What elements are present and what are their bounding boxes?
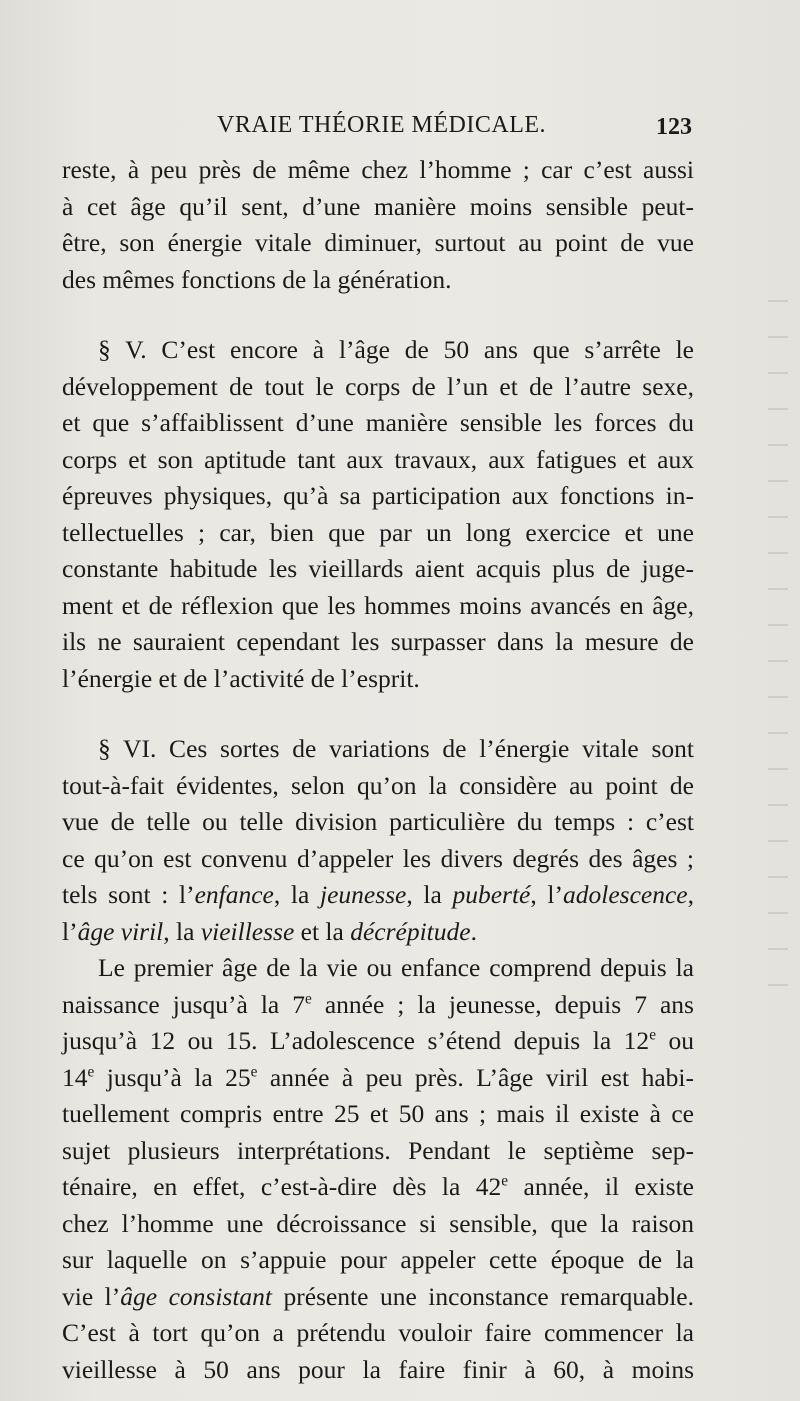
text-line: tout-à-fait évidentes, selon qu’on la considère au point de xyxy=(62,770,694,800)
text-line xyxy=(62,1060,694,1097)
term-age-consistant: âge consistant xyxy=(120,1281,272,1311)
text-line xyxy=(62,914,694,951)
text-line: l’énergie et de l’activité de l’esprit. xyxy=(62,663,420,693)
text-line xyxy=(62,1279,694,1316)
text-line: tellectuelles ; car, bien que par un long exercice et une xyxy=(62,517,694,547)
section-v-heading-line: § V. C’est encore à l’âge de 50 ans que s’arrête le xyxy=(98,335,694,364)
text-line: constante habitude les vieillards aient acquis plus de juge- xyxy=(62,554,694,583)
text-run: , xyxy=(687,880,694,909)
text-run: , la xyxy=(273,880,320,909)
text-line xyxy=(62,877,694,914)
text-line: des mêmes fonctions de la génération. xyxy=(62,264,452,294)
term-age-viril: âge viril xyxy=(77,916,164,946)
text-run: tels sont : l’ xyxy=(62,880,195,909)
text-line: épreuves physiques, qu’à sa participation aux fonctions in- xyxy=(62,481,694,510)
ordinal-suffix: e xyxy=(649,1026,656,1044)
text-run: . xyxy=(470,916,477,946)
text-line: corps et son aptitude tant aux travaux, aux fatigues et aux xyxy=(62,444,694,474)
text-line: ils ne sauraient cependant les surpasser dans la mesure de xyxy=(62,627,694,656)
term-decrepitude: décrépitude xyxy=(350,916,471,946)
ordinal-suffix: e xyxy=(250,1063,258,1080)
term-adolescence: adolescence xyxy=(563,880,688,909)
bleed-through-texture xyxy=(768,300,788,1000)
body-text xyxy=(62,152,694,1388)
term-puberte: puberté xyxy=(452,880,531,909)
text-run: jusqu’à 12 ou 15. L’adolescence s’étend depuis la 12 xyxy=(62,1026,650,1055)
text-run: , la xyxy=(406,880,453,909)
text-run: et la xyxy=(294,916,351,946)
term-jeunesse: jeunesse xyxy=(319,880,407,909)
text-line: C’est à tort qu’on a prétendu vouloir faire commencer la xyxy=(62,1318,694,1347)
text-run: , la xyxy=(163,916,201,946)
text-line: à cet âge qu’il sent, d’une manière moins sensible peut- xyxy=(62,191,694,221)
text-run: l’ xyxy=(62,916,78,946)
text-line: ment et de réflexion que les hommes moins avancés en âge, xyxy=(62,590,694,620)
text-run: présente une inconstance remarquable. xyxy=(272,1281,694,1311)
text-run: , l’ xyxy=(530,880,564,909)
ordinal-suffix: e xyxy=(501,1172,509,1190)
text-run: année ; la jeunesse, depuis 7 ans xyxy=(311,989,694,1019)
ordinal-suffix: e xyxy=(87,1063,95,1080)
text-run: 14 xyxy=(62,1062,88,1092)
text-run: naissance jusqu’à la 7 xyxy=(62,989,305,1019)
text-line: vue de telle ou telle division particulière du temps : c’est xyxy=(62,807,694,836)
text-line: tuellement compris entre 25 et 50 ans ; mais il existe à ce xyxy=(62,1099,694,1128)
text-run: année, il existe xyxy=(508,1172,694,1201)
text-line: sur laquelle on s’appuie pour appeler cette époque de la xyxy=(62,1245,694,1274)
text-line: et que s’affaiblissent d’une manière sensible les forces du xyxy=(62,408,694,437)
text-line xyxy=(62,987,694,1024)
text-run: jusqu’à la 25 xyxy=(94,1062,251,1092)
term-vieillesse: vieillesse xyxy=(200,916,295,946)
page-number: 123 xyxy=(656,114,692,140)
term-enfance: enfance xyxy=(194,880,274,909)
ordinal-suffix: e xyxy=(305,990,312,1007)
page-header xyxy=(62,112,692,146)
text-run: ou xyxy=(655,1026,695,1055)
text-run: vie l’ xyxy=(62,1281,121,1311)
text-line: chez l’homme une décroissance si sensible, que la raison xyxy=(62,1208,694,1238)
text-line: développement de tout le corps de l’un et de l’autre sexe, xyxy=(62,371,694,401)
text-line xyxy=(62,1023,694,1060)
text-line xyxy=(62,1169,694,1206)
text-line: sujet plusieurs interprétations. Pendant le septième sep- xyxy=(62,1135,694,1165)
running-title: VRAIE THÉORIE MÉDICALE. xyxy=(217,112,547,138)
text-line: Le premier âge de la vie ou enfance comprend depuis la xyxy=(98,953,694,982)
text-line: reste, à peu près de même chez l’homme ; car c’est aussi xyxy=(62,155,694,184)
text-line: vieillesse à 50 ans pour la faire finir à 60, à moins xyxy=(62,1354,694,1384)
text-run: année à peu près. L’âge viril est habi- xyxy=(257,1062,694,1092)
text-line: être, son énergie vitale diminuer, surtout au point de vue xyxy=(62,228,694,257)
section-vi-heading-line: § VI. Ces sortes de variations de l’énergie vitale sont xyxy=(98,734,694,763)
text-line: ce qu’on est convenu d’appeler les divers degrés des âges ; xyxy=(62,843,694,873)
text-run: ténaire, en effet, c’est-à-dire dès la 42 xyxy=(62,1172,502,1201)
